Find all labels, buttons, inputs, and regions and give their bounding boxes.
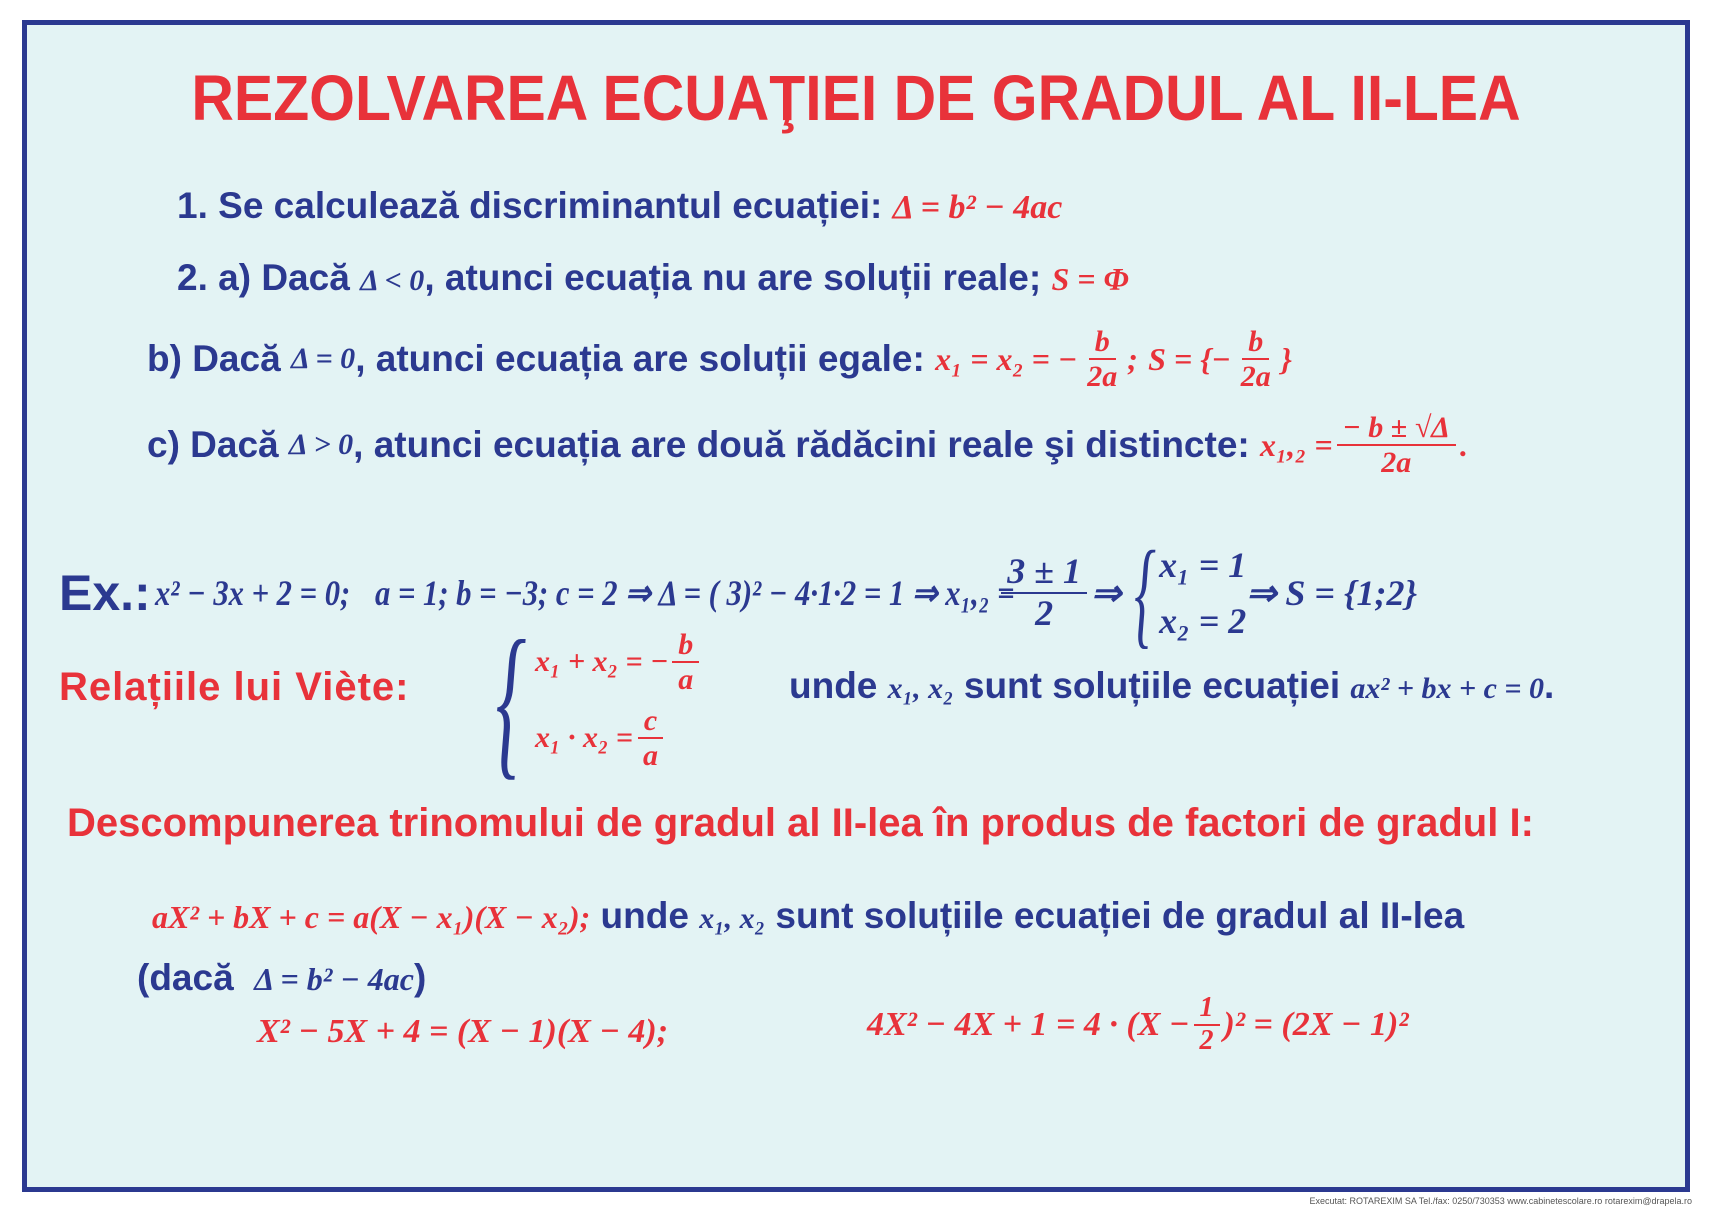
step-2b-set-left: S = {− xyxy=(1148,340,1231,377)
example-roots-system xyxy=(1121,526,1247,659)
fraction-numerator: b xyxy=(1089,325,1116,360)
factor-condition-row xyxy=(137,957,426,999)
viete-note xyxy=(789,665,1554,707)
left-brace: { xyxy=(1134,526,1156,659)
step-2b-set-fraction xyxy=(1235,325,1277,393)
footer-credits: Executat: ROTAREXIM SA Tel./fax: 0250/730353 www.cabinetescolare.ro rotarexim@drapela.ro xyxy=(1309,1196,1692,1206)
viete-note-vars: x₁, x₂ xyxy=(887,672,954,705)
step-2b-text: , atunci ecuația are soluții egale: xyxy=(355,338,925,379)
factor-formula-row xyxy=(152,895,1464,937)
fraction-denominator: a xyxy=(678,663,694,696)
viete-note-prefix: unde xyxy=(789,665,878,706)
step-2c-end: . xyxy=(1459,426,1468,463)
step-2a xyxy=(177,257,1129,299)
example-implies: ⇒ xyxy=(1091,573,1122,613)
example-equation: x² − 3x + 2 = 0; xyxy=(155,573,351,613)
step-2c xyxy=(147,411,1468,479)
step-1 xyxy=(177,185,1062,227)
factor-paren-close: ) xyxy=(413,957,427,998)
example-coefficients: a = 1; b = −3; c = 2 ⇒ Δ = ( 3)² − 4·1·2 = 1 ⇒ x₁,₂ = xyxy=(374,573,1015,613)
step-2a-text: , atunci ecuația nu are soluții reale; xyxy=(424,257,1042,298)
fraction-denominator: 2a xyxy=(1240,360,1271,393)
viete-product-fraction xyxy=(637,704,664,772)
factor-paren-open: (dacă xyxy=(137,957,234,998)
step-2b xyxy=(147,325,1292,393)
factor-heading: Descompunerea trinomului de gradul al II-lea în produs de factori de gradul I: xyxy=(67,801,1534,845)
step-2c-formula-left: x₁,₂ = xyxy=(1260,426,1333,463)
viete-rows xyxy=(535,628,703,772)
step-2b-separator: ; xyxy=(1127,340,1138,377)
step-2b-set-right: } xyxy=(1280,340,1292,377)
step-2b-formula-left: x₁ = x₂ = − xyxy=(935,340,1078,377)
quadratic-formula-fraction xyxy=(1337,411,1456,479)
factor-paren-formula: Δ = b² − 4ac xyxy=(254,961,414,997)
discriminant-formula: Δ = b² − 4ac xyxy=(892,189,1063,226)
step-2b-condition: Δ = 0 xyxy=(290,342,356,375)
viete-note-end: . xyxy=(1544,665,1555,706)
viete-product xyxy=(535,704,703,772)
factor-note-prefix: unde xyxy=(600,895,689,936)
factor-example-2-fraction xyxy=(1194,993,1220,1057)
step-2b-label: b) Dacă xyxy=(147,338,281,379)
factor-note-vars: x₁, x₂ xyxy=(699,902,766,935)
factor-formula: aX² + bX + c = a(X − x₁)(X − x₂); xyxy=(152,899,591,935)
factor-note-text: sunt soluțiile ecuației de gradul al II-lea xyxy=(775,895,1465,936)
fraction-numerator: 1 xyxy=(1194,993,1220,1026)
fraction-denominator: a xyxy=(643,739,658,772)
fraction-denominator: 2a xyxy=(1381,446,1412,479)
fraction-denominator: 2a xyxy=(1087,360,1118,393)
root-1: x₁ = 1 xyxy=(1159,545,1247,585)
left-brace: { xyxy=(495,606,527,794)
example-label: Ex.: xyxy=(59,565,151,621)
root-2: x₂ = 2 xyxy=(1159,601,1247,641)
factor-example-2 xyxy=(867,993,1409,1057)
viete-note-equation: ax² + bx + c = 0 xyxy=(1350,672,1545,705)
step-2c-label: c) Dacă xyxy=(147,424,279,465)
step-2a-condition: Δ < 0 xyxy=(360,264,425,297)
viete-label: Relațiile lui Viète: xyxy=(59,665,410,709)
step-1-label: 1. Se calculează discriminantul ecuației: xyxy=(177,185,883,226)
step-2c-condition: Δ > 0 xyxy=(288,428,354,461)
viete-product-left: x₁ · x₂ = xyxy=(534,721,633,754)
viete-sum xyxy=(535,628,703,696)
factor-example-2-right: )² = (2X − 1)² xyxy=(1223,1005,1409,1043)
viete-sum-left: x₁ + x₂ = − xyxy=(534,645,669,678)
step-2b-fraction xyxy=(1081,325,1123,393)
fraction-numerator: 3 ± 1 xyxy=(1001,552,1087,594)
step-2c-text: , atunci ecuația are două rădăcini reale şi distincte: xyxy=(353,424,1250,465)
fraction-numerator: b xyxy=(672,628,699,663)
fraction-numerator: c xyxy=(638,704,663,739)
viete-sum-fraction xyxy=(672,628,699,696)
fraction-numerator: b xyxy=(1242,325,1269,360)
step-2a-formula: S = Φ xyxy=(1051,261,1129,297)
step-2a-label: 2. a) Dacă xyxy=(177,257,350,298)
factor-example-1: X² − 5X + 4 = (X − 1)(X − 4); xyxy=(257,1013,669,1050)
fraction-denominator: 2 xyxy=(1035,593,1054,633)
viete-note-mid: sunt soluțiile ecuației xyxy=(963,665,1341,706)
viete-system xyxy=(477,606,703,794)
page-title: REZOLVAREA ECUAŢIEI DE GRADUL AL II-LEA xyxy=(191,62,1521,134)
fraction-denominator: 2 xyxy=(1199,1024,1214,1056)
system-rows xyxy=(1159,544,1246,642)
poster-frame xyxy=(22,20,1690,1192)
factor-example-2-left: 4X² − 4X + 1 = 4 · (X − xyxy=(867,1005,1190,1043)
example-row xyxy=(59,526,1418,659)
example-result: ⇒ S = {1;2} xyxy=(1246,573,1418,613)
fraction-numerator: − b ± √Δ xyxy=(1337,411,1456,446)
